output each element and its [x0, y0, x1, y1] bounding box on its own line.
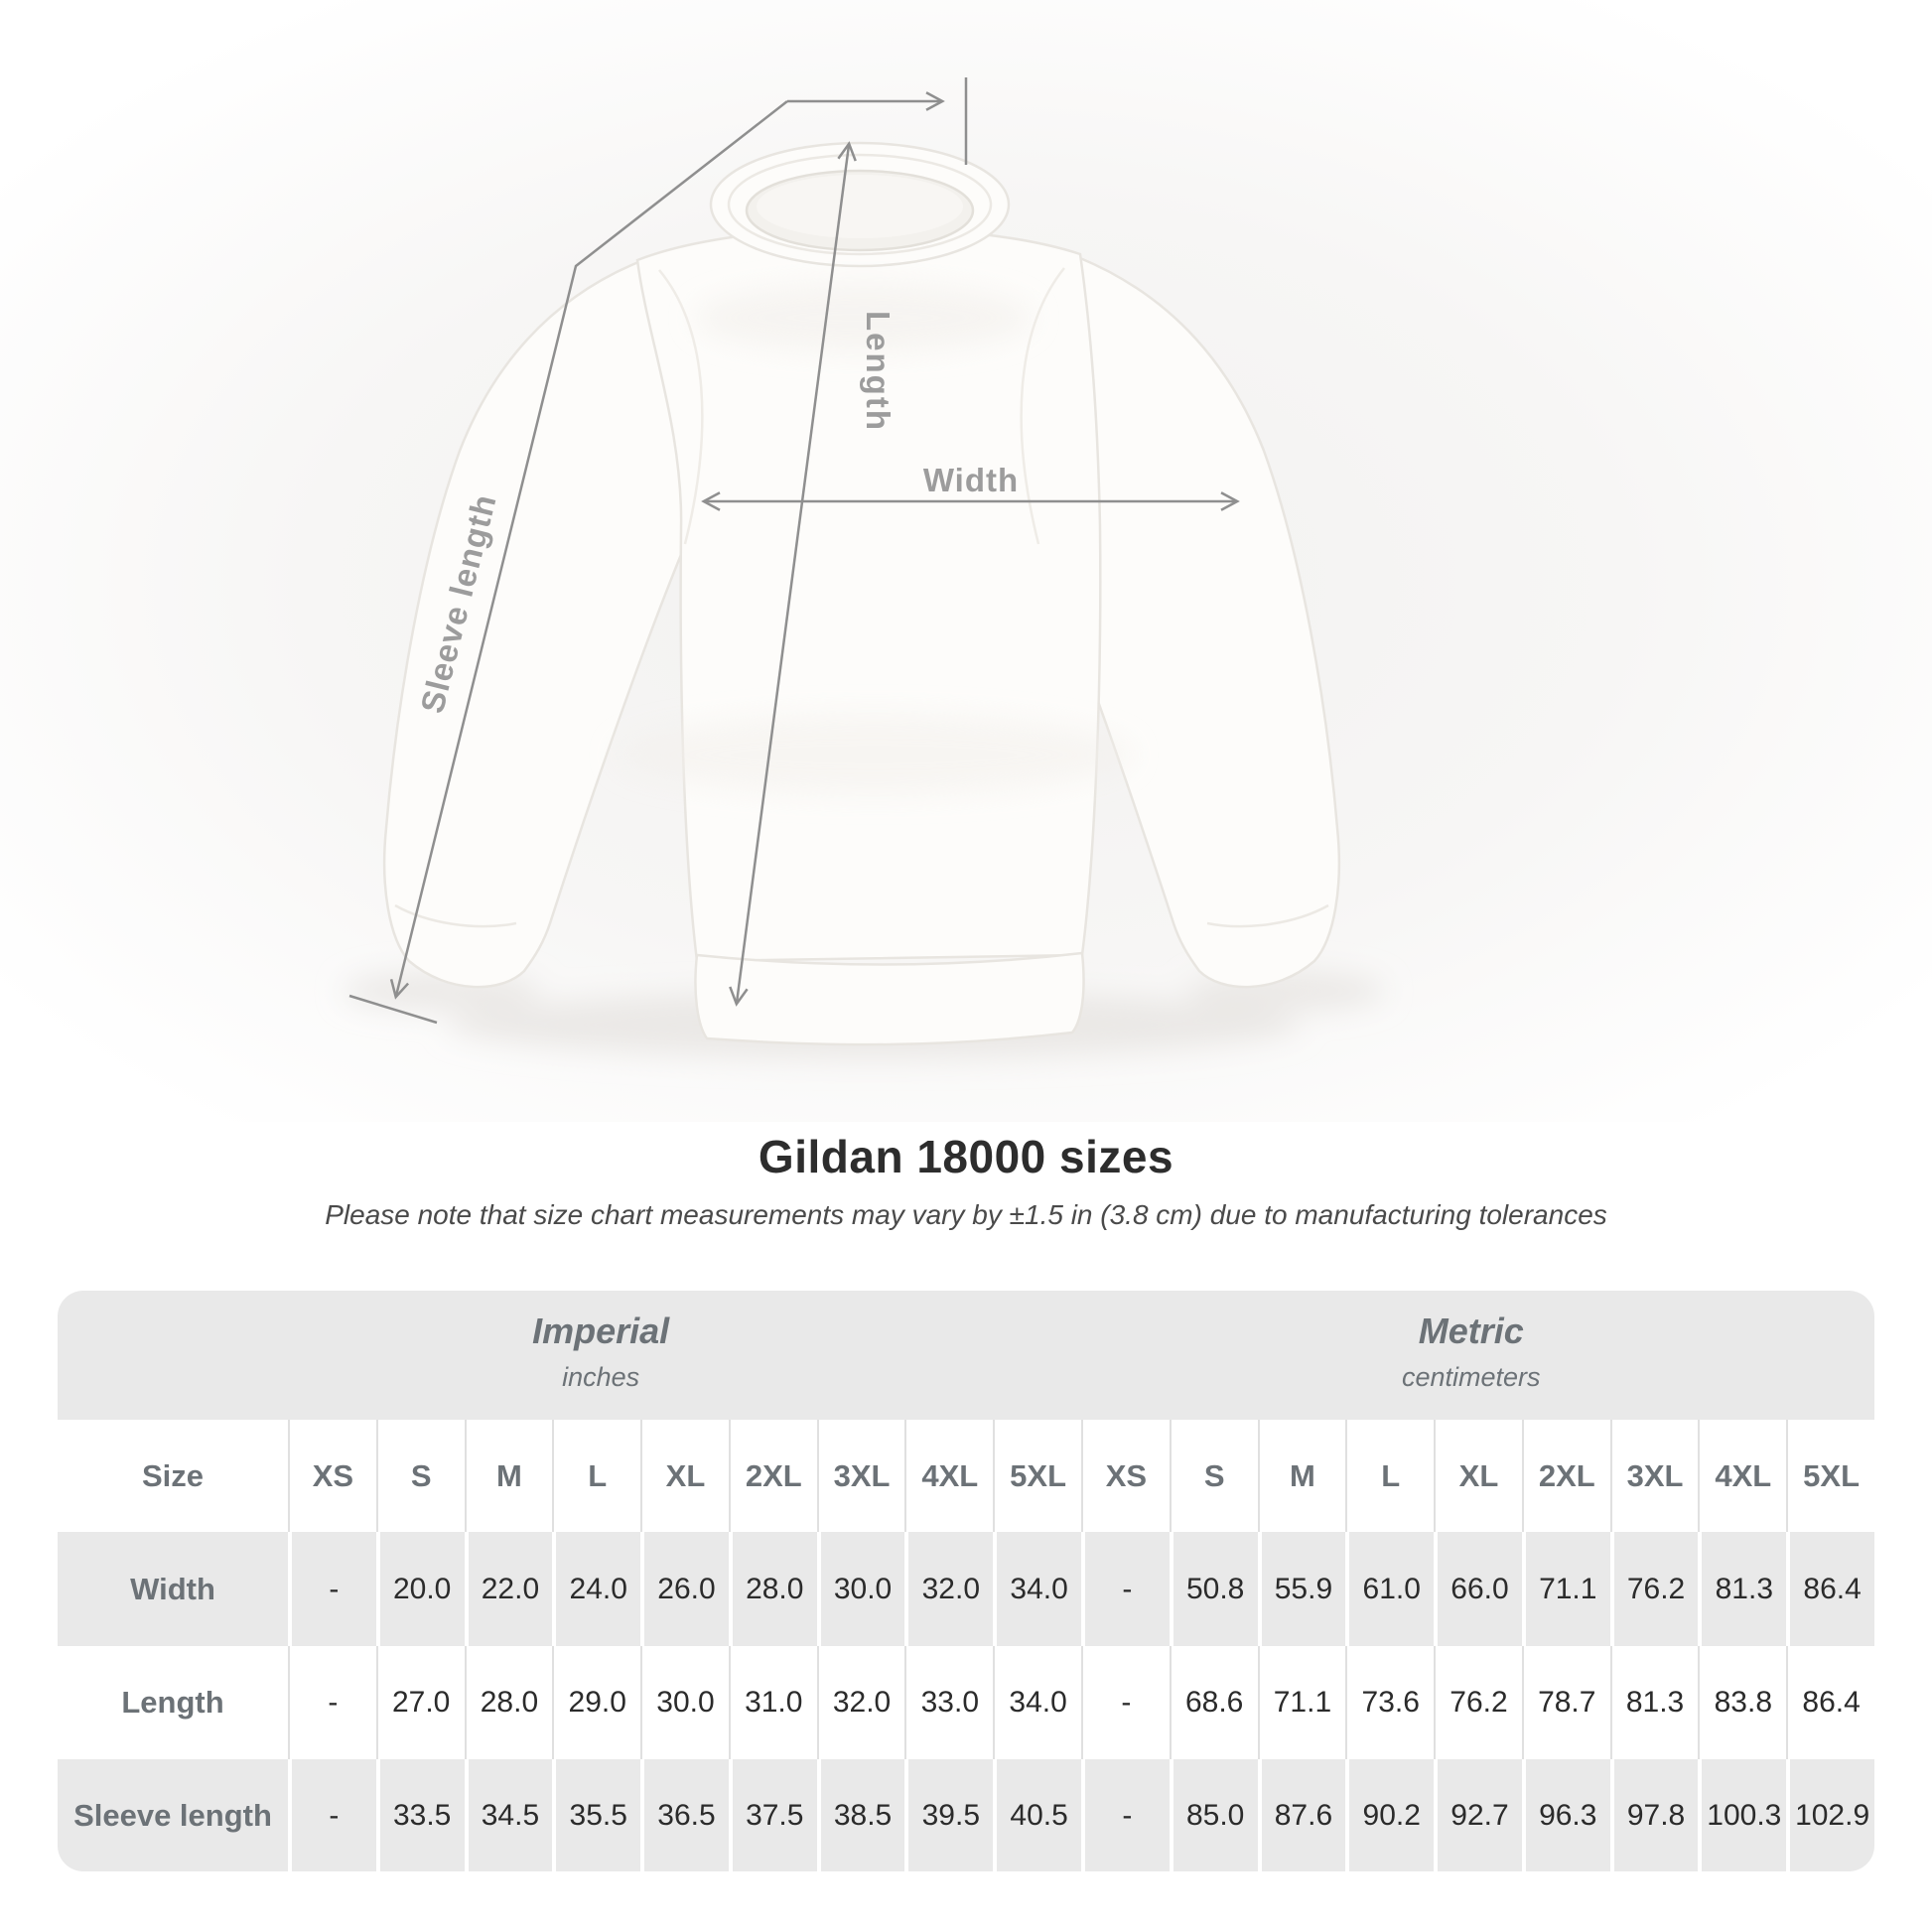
- value-cell: -: [288, 1759, 376, 1871]
- value-cell: 31.0: [729, 1646, 817, 1759]
- value-cell: 100.3: [1698, 1759, 1786, 1871]
- value-cell: 33.5: [376, 1759, 465, 1871]
- value-cell: 102.9: [1786, 1759, 1874, 1871]
- imperial-group-header: [532, 1311, 669, 1393]
- size-table: [58, 1291, 1874, 1871]
- value-cell: 20.0: [376, 1532, 465, 1646]
- collar-inner-back: [757, 175, 963, 238]
- value-cell: 30.0: [817, 1532, 905, 1646]
- size-col-header: XS: [1081, 1420, 1170, 1532]
- size-col-header: M: [465, 1420, 553, 1532]
- size-col-header: 2XL: [729, 1420, 817, 1532]
- length-row: [58, 1646, 1874, 1759]
- width-measure-label: Width: [922, 462, 1020, 498]
- waistband: [695, 953, 1083, 1044]
- value-cell: 81.3: [1610, 1646, 1699, 1759]
- metric-label: Metric: [1418, 1311, 1524, 1351]
- size-col-header: M: [1258, 1420, 1346, 1532]
- value-cell: 26.0: [640, 1532, 729, 1646]
- value-cell: 86.4: [1786, 1646, 1874, 1759]
- size-col-header: 2XL: [1522, 1420, 1610, 1532]
- value-cell: 22.0: [465, 1532, 553, 1646]
- value-cell: 85.0: [1170, 1759, 1258, 1871]
- size-col-header: XL: [640, 1420, 729, 1532]
- value-cell: 97.8: [1610, 1759, 1699, 1871]
- tolerance-note: Please note that size chart measurements may vary by ±1.5 in (3.8 cm) due to manufacturing tolerances: [325, 1199, 1607, 1230]
- value-cell: 39.5: [904, 1759, 993, 1871]
- value-cell: 81.3: [1698, 1532, 1786, 1646]
- value-cell: 76.2: [1610, 1532, 1699, 1646]
- value-cell: 71.1: [1522, 1532, 1610, 1646]
- size-corner-cell: Size: [141, 1457, 205, 1493]
- unit-header-band: [58, 1291, 1874, 1420]
- size-col-header: L: [552, 1420, 640, 1532]
- value-cell: 38.5: [817, 1759, 905, 1871]
- value-cell: 34.0: [993, 1532, 1081, 1646]
- value-cell: 28.0: [729, 1532, 817, 1646]
- row-label-cell: Length: [121, 1685, 224, 1720]
- value-cell: -: [1081, 1759, 1170, 1871]
- value-cell: 33.0: [904, 1646, 993, 1759]
- value-cell: -: [288, 1646, 376, 1759]
- imperial-label: Imperial: [532, 1311, 670, 1351]
- value-cell: 78.7: [1522, 1646, 1610, 1759]
- value-cell: 73.6: [1345, 1646, 1434, 1759]
- row-label-cell: Sleeve length: [73, 1797, 272, 1833]
- value-cell: 71.1: [1258, 1646, 1346, 1759]
- value-cell: 61.0: [1345, 1532, 1434, 1646]
- value-cell: 34.0: [993, 1646, 1081, 1759]
- size-col-header: 4XL: [904, 1420, 993, 1532]
- value-cell: 66.0: [1434, 1532, 1522, 1646]
- value-cell: -: [1081, 1532, 1170, 1646]
- value-cell: 87.6: [1258, 1759, 1346, 1871]
- value-cell: 27.0: [376, 1646, 465, 1759]
- value-cell: 32.0: [904, 1532, 993, 1646]
- metric-unit-label: centimeters: [1401, 1362, 1541, 1392]
- page-title: Gildan 18000 sizes: [758, 1131, 1174, 1182]
- value-cell: 30.0: [640, 1646, 729, 1759]
- value-cell: 36.5: [640, 1759, 729, 1871]
- value-cell: 40.5: [993, 1759, 1081, 1871]
- value-cell: 29.0: [552, 1646, 640, 1759]
- value-cell: 68.6: [1170, 1646, 1258, 1759]
- size-col-header: 5XL: [993, 1420, 1081, 1532]
- value-cell: -: [1081, 1646, 1170, 1759]
- size-col-header: 3XL: [1610, 1420, 1699, 1532]
- sleeve-length-row: [58, 1759, 1874, 1871]
- size-col-header: XL: [1434, 1420, 1522, 1532]
- value-cell: 90.2: [1345, 1759, 1434, 1871]
- value-cell: 24.0: [552, 1532, 640, 1646]
- size-col-header: 3XL: [817, 1420, 905, 1532]
- value-cell: 76.2: [1434, 1646, 1522, 1759]
- size-col-header: XS: [288, 1420, 376, 1532]
- value-cell: 86.4: [1786, 1532, 1874, 1646]
- size-col-header: 5XL: [1786, 1420, 1874, 1532]
- value-cell: 37.5: [729, 1759, 817, 1871]
- imperial-unit-label: inches: [562, 1362, 640, 1392]
- value-cell: 32.0: [817, 1646, 905, 1759]
- size-col-header: L: [1345, 1420, 1434, 1532]
- value-cell: 28.0: [465, 1646, 553, 1759]
- value-cell: 55.9: [1258, 1532, 1346, 1646]
- value-cell: 50.8: [1170, 1532, 1258, 1646]
- size-col-header: 4XL: [1698, 1420, 1786, 1532]
- value-cell: -: [288, 1532, 376, 1646]
- value-cell: 35.5: [552, 1759, 640, 1871]
- value-cell: 92.7: [1434, 1759, 1522, 1871]
- size-col-header: S: [376, 1420, 465, 1532]
- metric-group-header: [1402, 1311, 1541, 1393]
- size-col-header: S: [1170, 1420, 1258, 1532]
- sleeve-measure-label: Sleeve length: [413, 489, 503, 717]
- width-row: [58, 1532, 1874, 1646]
- value-cell: 34.5: [465, 1759, 553, 1871]
- value-cell: 83.8: [1698, 1646, 1786, 1759]
- row-label-cell: Width: [130, 1571, 215, 1606]
- size-header-row: [58, 1420, 1874, 1532]
- value-cell: 96.3: [1522, 1759, 1610, 1871]
- length-measure-label: Length: [860, 311, 897, 432]
